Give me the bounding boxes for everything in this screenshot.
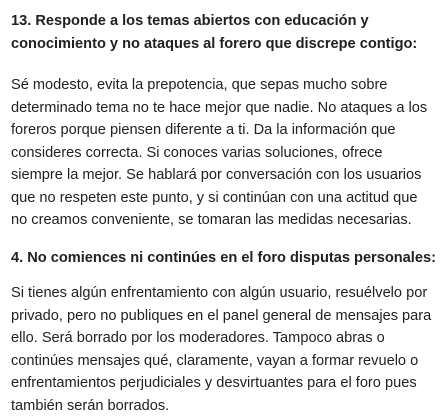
- rule-body-13: Sé modesto, evita la prepotencia, que sepas mucho sobre determinado tema no te hace mejor que nadie. No ataques a los foreros porque piensen diferente a ti. Da la información que consideres correcta. Si conoces varias soluciones, ofrece siempre la mejor. Se hablará por conversación con los usuarios que no respeten este punto, y si continúan con una actitud que no creamos conveniente, se tomaran las medidas necesarias.: [11, 74, 436, 232]
- rule-heading-13: 13. Responde a los temas abiertos con educación y conocimiento y no ataques al forero que discrepe contigo:: [11, 10, 436, 55]
- rule-section-13: [11, 10, 436, 232]
- rule-heading-4: 4. No comiences ni continúes en el foro disputas personales:: [11, 247, 436, 270]
- rule-section-4: [11, 247, 436, 417]
- rule-body-4: Si tienes algún enfrentamiento con algún usuario, resuélvelo por privado, pero no publiques en el panel general de mensajes para ello. Será borrado por los moderadores. Tampoco abras o continúes mensajes qué, claramente, vayan a formar revuelo o enfrentamientos perjudiciales y desvirtuantes para el foro pues también serán borrados.: [11, 282, 436, 417]
